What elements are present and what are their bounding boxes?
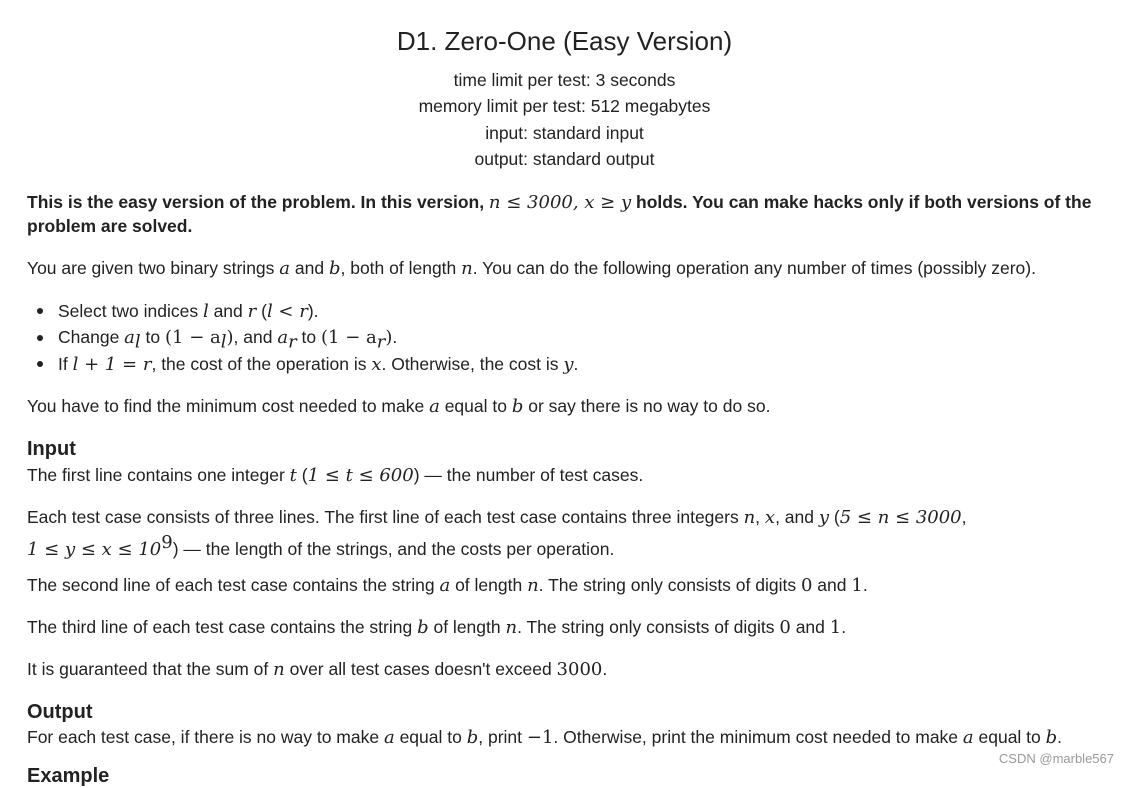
input-line-1: The first line contains one integer t (1 ≤ t ≤ 600) — the number of test cases.: [27, 465, 644, 486]
time-limit: time limit per test: 3 seconds: [453, 70, 676, 90]
input-line-3: $1 \le y \le x \le 10^9$) — the length of the strings, and the costs per operation.: [27, 532, 615, 560]
input-line-2: Each test case consists of three lines. The first line of each test case contains three integers n, x, and y (5 ≤ n ≤ 3000,: [27, 507, 967, 528]
operation-step-1: Select two indices l and r (l < r).: [58, 301, 319, 322]
problem-title: D1. Zero-One (Easy Version): [396, 26, 733, 56]
example-heading: Example: [27, 765, 110, 787]
output-spec: output: standard output: [474, 149, 655, 169]
output-heading: Output: [27, 701, 93, 723]
operation-step-2: Change $a_l$ to $(1 - a_l)$, and $a_r$ to $(1 - a_r)$.: [58, 327, 398, 353]
input-line-4: The second line of each test case contains the string a of length n. The string only consists of digits 0 and 1.: [27, 575, 868, 596]
input-line-6: It is guaranteed that the sum of n over all test cases doesn't exceed 3000.: [27, 659, 608, 680]
operation-step-3: If l + 1 = r, the cost of the operation is x. Otherwise, the cost is y.: [58, 354, 579, 375]
statement-paragraph-1: You are given two binary strings a and b, both of length n. You can do the following operation any number of times (possibly zero).: [27, 258, 1036, 279]
easy-version-note-cont: problem are solved.: [27, 216, 193, 236]
easy-version-note: This is the easy version of the problem. In this version, n ≤ 3000, x ≥ y holds. You can make hacks only if both versions of the: [27, 192, 1092, 213]
watermark: CSDN @marble567: [998, 751, 1114, 766]
output-line-1: For each test case, if there is no way to make a equal to b, print −1. Otherwise, print the minimum cost needed to make a equal to b.: [27, 727, 1063, 748]
input-heading: Input: [27, 438, 76, 460]
statement-paragraph-2: You have to find the minimum cost needed to make a equal to b or say there is no way to do so.: [27, 396, 771, 417]
bullet-dot: [37, 361, 43, 367]
input-spec: input: standard input: [485, 123, 644, 143]
bullet-dot: [37, 308, 43, 314]
memory-limit: memory limit per test: 512 megabytes: [418, 96, 711, 116]
bullet-dot: [37, 335, 43, 341]
input-line-5: The third line of each test case contains the string b of length n. The string only consists of digits 0 and 1.: [27, 617, 847, 638]
